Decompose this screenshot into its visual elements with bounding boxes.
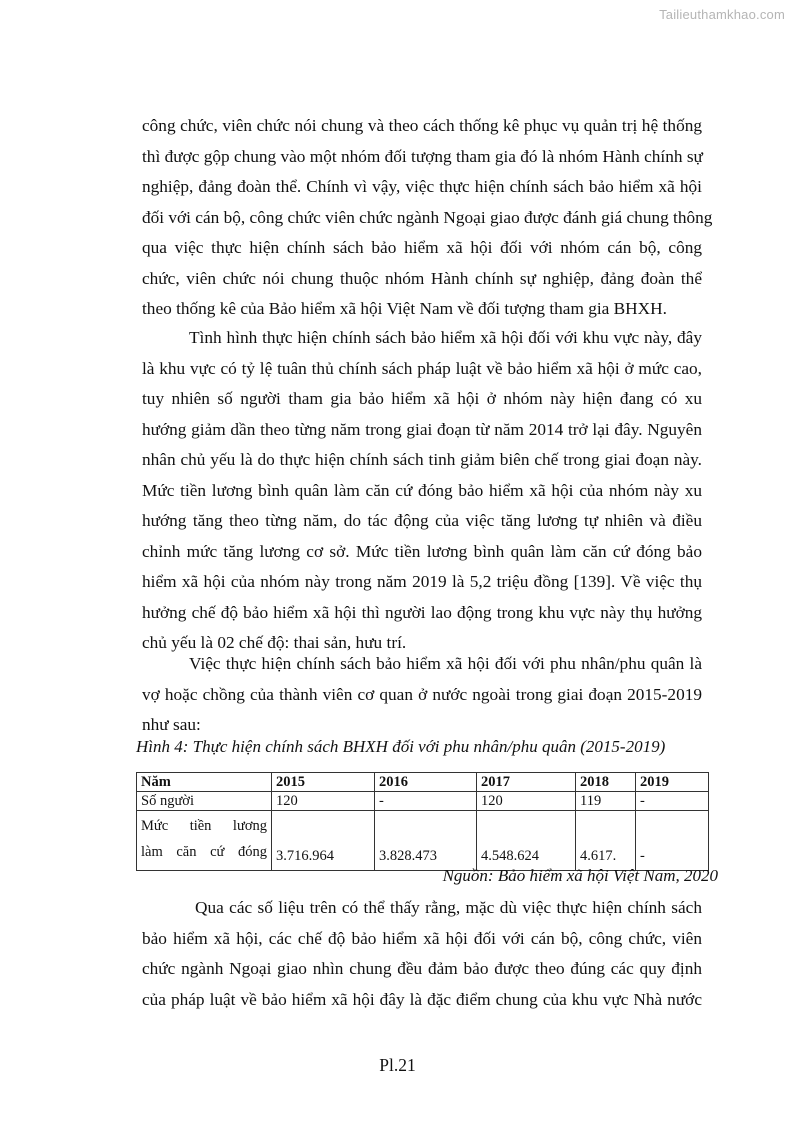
paragraph-line: Tình hình thực hiện chính sách bảo hiểm xã hội đối với khu vực này, đây [189, 328, 702, 347]
paragraph-4 [142, 893, 702, 1015]
paragraph-line: theo thống kê của Bảo hiểm xã hội Việt Nam về đối tượng tham gia BHXH. [142, 299, 667, 318]
table-cell: 120 [272, 792, 375, 811]
paragraph-line: công chức, viên chức nói chung và theo cách thống kê phục vụ quản trị hệ thống [142, 116, 702, 135]
paragraph-line: vợ hoặc chồng của thành viên cơ quan ở nước ngoài trong giai đoạn 2015-2019 [142, 684, 702, 704]
paragraph-line: nhân chủ yếu là do thực hiện chính sách tinh giảm biên chế trong giai đoạn này. [142, 450, 702, 469]
paragraph-line: đối với cán bộ, công chức viên chức ngành Ngoại giao được đánh giá chung thông [142, 207, 713, 227]
table-header-cell: Năm [137, 773, 272, 792]
paragraph-line: Việc thực hiện chính sách bảo hiểm xã hội đối với phu nhân/phu quân là [189, 654, 702, 673]
paragraph-line: tuy nhiên số người tham gia bảo hiểm xã hội ở nhóm này hiện đang có xu [142, 389, 702, 408]
table-cell: - [375, 792, 477, 811]
table-header-cell: 2019 [636, 773, 709, 792]
table-row [137, 811, 709, 871]
paragraph-line: chủ yếu là 02 chế độ: thai sản, hưu trí. [142, 633, 407, 652]
paragraph-line: Mức tiền lương bình quân làm căn cứ đóng bảo hiểm xã hội của nhóm này xu [142, 480, 702, 500]
table-header-cell: 2018 [576, 773, 636, 792]
table-cell: Số người [137, 792, 272, 811]
table-cell: 4.548.624 [477, 811, 576, 871]
table-cell: - [636, 811, 709, 871]
paragraph-line: nghiệp, đảng đoàn thể. Chính vì vậy, việc thực hiện chính sách bảo hiểm xã hội [142, 177, 702, 196]
watermark-text: Tailieuthamkhao.com [659, 7, 785, 22]
table-cell: 4.617. [576, 811, 636, 871]
data-table [136, 772, 709, 871]
paragraph-line: thì được gộp chung vào một nhóm đối tượng tham gia đó là nhóm Hành chính sự [142, 146, 703, 166]
table-cell-label-line: làm căn cứ đóng [141, 844, 267, 860]
paragraph-line: của pháp luật về bảo hiểm xã hội đây là đặc điểm chung của khu vực Nhà nước [142, 989, 702, 1009]
paragraph-line: bảo hiểm xã hội, các chế độ bảo hiểm xã hội đối với cán bộ, công chức, viên [142, 928, 702, 948]
paragraph-line: hướng giảm dần theo từng năm trong giai đoạn từ năm 2014 trở lại đây. Nguyên [142, 419, 702, 439]
table-cell-label [137, 811, 272, 871]
figure-caption: Hình 4: Thực hiện chính sách BHXH đối với phu nhân/phu quân (2015-2019) [136, 737, 666, 756]
table-cell: 119 [576, 792, 636, 811]
table-header-row [137, 773, 709, 792]
table-cell: 3.828.473 [375, 811, 477, 871]
page-number: Pl.21 [379, 1055, 416, 1075]
table-source: Nguồn: Bảo hiểm xã hội Việt Nam, 2020 [442, 866, 718, 885]
paragraph-line: là khu vực có tỷ lệ tuân thủ chính sách pháp luật về bảo hiểm xã hội ở mức cao, [142, 358, 702, 378]
paragraph-line: qua việc thực hiện chính sách bảo hiểm xã hội đối với nhóm cán bộ, công [142, 238, 702, 257]
paragraph-line: hiểm xã hội của nhóm này trong năm 2019 là 5,2 triệu đồng [139]. Về việc thụ [142, 572, 702, 591]
paragraph-line: hưởng chế độ bảo hiểm xã hội thì người lao động trong khu vực này thụ hưởng [142, 602, 702, 622]
paragraph-line: Qua các số liệu trên có thể thấy rằng, mặc dù việc thực hiện chính sách [195, 898, 702, 917]
table-cell: 3.716.964 [272, 811, 375, 871]
table-header-cell: 2017 [477, 773, 576, 792]
paragraph-line: chỉnh mức tăng lương cơ sở. Mức tiền lương bình quân làm căn cứ đóng bảo [142, 541, 702, 561]
paragraph-line: hướng tăng theo từng năm, do tác động của việc tăng lương tự nhiên và điều [142, 511, 702, 530]
paragraph-line: như sau: [142, 715, 201, 734]
paragraph-line: chức ngành Ngoại giao nhìn chung đều đảm bảo được theo đúng các quy định [142, 959, 702, 978]
paragraph-2 [142, 323, 702, 659]
paragraph-1 [142, 111, 713, 325]
paragraph-line: chức, viên chức nói chung thuộc nhóm Hành chính sự nghiệp, đảng đoàn thể [142, 268, 702, 288]
table-row [137, 792, 709, 811]
table-cell: 120 [477, 792, 576, 811]
paragraph-3 [142, 649, 702, 741]
table-header-cell: 2016 [375, 773, 477, 792]
table-cell: - [636, 792, 709, 811]
table-cell-label-line: Mức tiền lương [141, 818, 267, 834]
table-header-cell: 2015 [272, 773, 375, 792]
